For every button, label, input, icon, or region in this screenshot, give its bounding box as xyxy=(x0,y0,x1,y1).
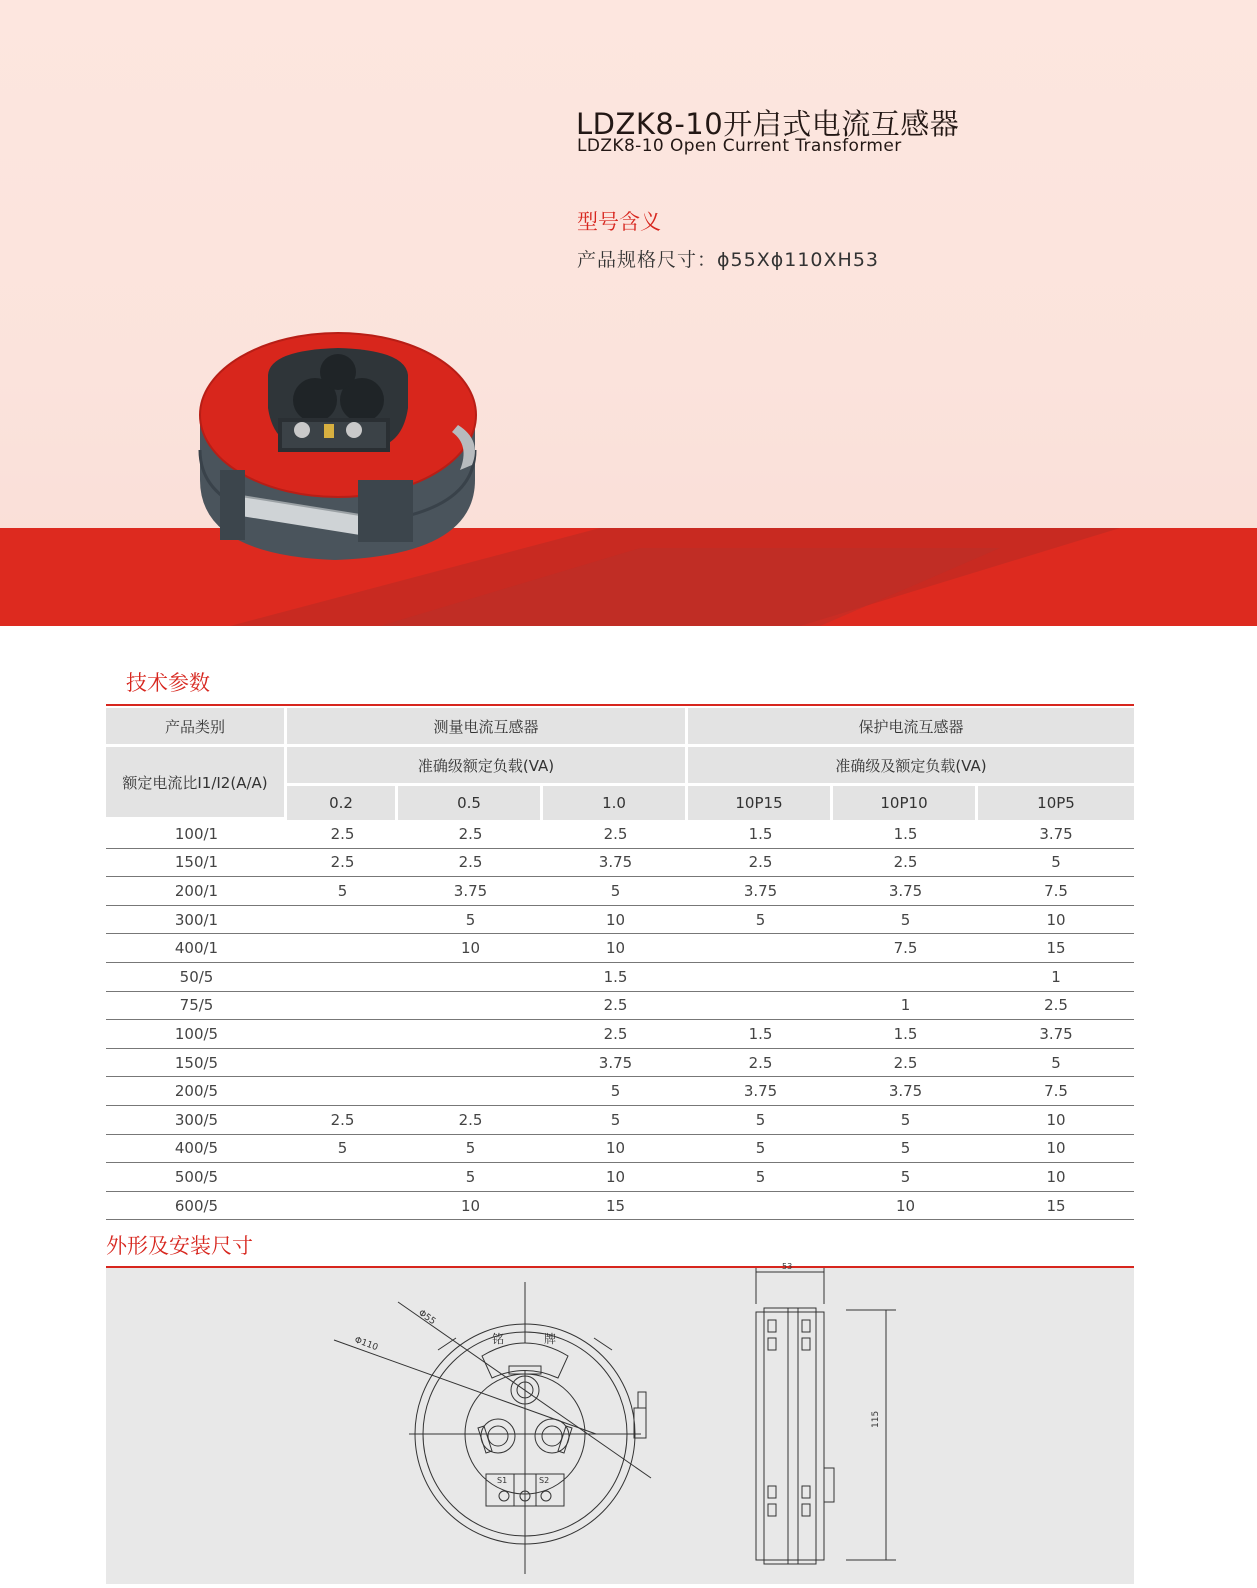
ratio-cell: 400/5 xyxy=(106,1135,287,1164)
value-cell: 2.5 xyxy=(287,1106,398,1135)
value-cell xyxy=(287,1020,398,1049)
value-cell: 2.5 xyxy=(398,849,543,878)
value-cell: 5 xyxy=(688,1163,833,1192)
value-cell: 2.5 xyxy=(688,849,833,878)
value-cell: 3.75 xyxy=(543,1049,688,1078)
value-cell: 1.5 xyxy=(833,820,978,849)
value-cell xyxy=(287,1077,398,1106)
dim-115-label: 115 xyxy=(871,1410,881,1428)
value-cell: 5 xyxy=(833,1163,978,1192)
value-cell: 2.5 xyxy=(543,820,688,849)
value-cell: 10 xyxy=(543,934,688,963)
ratio-cell: 150/5 xyxy=(106,1049,287,1078)
value-cell xyxy=(688,1192,833,1221)
class-header: 10P15 xyxy=(688,786,833,820)
value-cell: 2.5 xyxy=(543,992,688,1021)
value-cell: 5 xyxy=(688,906,833,935)
product-image xyxy=(190,330,490,570)
nameplate-label-2: 牌 xyxy=(544,1332,557,1346)
table-row xyxy=(106,1135,1134,1164)
ratio-cell: 600/5 xyxy=(106,1192,287,1221)
value-cell: 15 xyxy=(978,1192,1134,1221)
table-row xyxy=(106,963,1134,992)
install-title: 外形及安装尺寸 xyxy=(106,1234,253,1258)
dim-phi110-label: Φ110 xyxy=(352,1335,380,1354)
ratio-cell: 150/1 xyxy=(106,849,287,878)
install-drawing xyxy=(106,1262,1134,1584)
value-cell: 5 xyxy=(287,1135,398,1164)
model-meaning-heading: 型号含义 xyxy=(577,210,661,234)
ratio-cell: 300/1 xyxy=(106,906,287,935)
class-header: 10P10 xyxy=(833,786,978,820)
value-cell xyxy=(287,1049,398,1078)
value-cell xyxy=(287,992,398,1021)
value-cell: 2.5 xyxy=(398,820,543,849)
value-cell: 2.5 xyxy=(287,849,398,878)
terminal-s1-label: S1 xyxy=(497,1476,508,1485)
table-row xyxy=(106,820,1134,849)
value-cell: 5 xyxy=(833,1135,978,1164)
ratio-cell: 100/1 xyxy=(106,820,287,849)
class-header: 0.5 xyxy=(398,786,543,820)
header-category: 产品类别 xyxy=(106,708,287,747)
value-cell xyxy=(398,1049,543,1078)
value-cell: 15 xyxy=(543,1192,688,1221)
value-cell xyxy=(398,1077,543,1106)
value-cell xyxy=(287,963,398,992)
table-header-row xyxy=(106,747,1134,786)
terminal-s2-label: S2 xyxy=(539,1476,550,1485)
value-cell: 3.75 xyxy=(833,1077,978,1106)
dim-phi55-label: Φ55 xyxy=(416,1308,438,1328)
value-cell: 1.5 xyxy=(688,1020,833,1049)
ratio-cell: 300/5 xyxy=(106,1106,287,1135)
header-measure-sub: 准确级额定负载(VA) xyxy=(287,747,688,786)
tech-params-title: 技术参数 xyxy=(126,671,210,695)
value-cell xyxy=(398,963,543,992)
ratio-cell: 200/5 xyxy=(106,1077,287,1106)
value-cell: 10 xyxy=(543,1135,688,1164)
red-band xyxy=(0,528,1257,626)
header-ratio: 额定电流比I1/I2(A/A) xyxy=(106,747,287,820)
value-cell xyxy=(287,934,398,963)
value-cell xyxy=(688,963,833,992)
table-row xyxy=(106,849,1134,878)
value-cell: 10 xyxy=(543,906,688,935)
value-cell: 2.5 xyxy=(543,1020,688,1049)
value-cell: 3.75 xyxy=(543,849,688,878)
value-cell: 5 xyxy=(398,1135,543,1164)
value-cell: 5 xyxy=(543,1106,688,1135)
value-cell xyxy=(688,934,833,963)
value-cell: 5 xyxy=(833,1106,978,1135)
value-cell: 10 xyxy=(978,1135,1134,1164)
table-row xyxy=(106,1049,1134,1078)
value-cell: 5 xyxy=(688,1106,833,1135)
value-cell: 10 xyxy=(978,1106,1134,1135)
value-cell: 3.75 xyxy=(398,877,543,906)
value-cell: 1.5 xyxy=(833,1020,978,1049)
table-row xyxy=(106,1192,1134,1221)
value-cell: 10 xyxy=(543,1163,688,1192)
value-cell: 5 xyxy=(398,1163,543,1192)
value-cell: 5 xyxy=(978,849,1134,878)
value-cell xyxy=(398,1020,543,1049)
value-cell: 3.75 xyxy=(978,1020,1134,1049)
ratio-cell: 50/5 xyxy=(106,963,287,992)
header-measure: 测量电流互感器 xyxy=(287,708,688,747)
value-cell: 2.5 xyxy=(978,992,1134,1021)
table-row xyxy=(106,1106,1134,1135)
dim-53-label: 53 xyxy=(782,1262,793,1271)
tech-params-table xyxy=(106,708,1134,1220)
value-cell xyxy=(287,1192,398,1221)
class-header: 10P5 xyxy=(978,786,1134,820)
product-title-en: LDZK8-10 Open Current Transformer xyxy=(577,136,902,156)
table-header-row xyxy=(106,708,1134,747)
header-protect-sub: 准确级及额定负载(VA) xyxy=(688,747,1134,786)
value-cell: 3.75 xyxy=(688,877,833,906)
value-cell: 5 xyxy=(833,906,978,935)
value-cell: 1.5 xyxy=(543,963,688,992)
table-row xyxy=(106,1163,1134,1192)
ratio-cell: 75/5 xyxy=(106,992,287,1021)
value-cell: 2.5 xyxy=(833,1049,978,1078)
ratio-cell: 200/1 xyxy=(106,877,287,906)
value-cell: 10 xyxy=(978,906,1134,935)
table-row xyxy=(106,1077,1134,1106)
value-cell: 5 xyxy=(287,877,398,906)
value-cell: 2.5 xyxy=(688,1049,833,1078)
value-cell: 2.5 xyxy=(833,849,978,878)
value-cell: 15 xyxy=(978,934,1134,963)
value-cell: 7.5 xyxy=(978,1077,1134,1106)
value-cell xyxy=(688,992,833,1021)
value-cell xyxy=(287,906,398,935)
value-cell: 5 xyxy=(978,1049,1134,1078)
hero-section xyxy=(0,0,1257,626)
value-cell: 1 xyxy=(833,992,978,1021)
value-cell xyxy=(398,992,543,1021)
value-cell: 5 xyxy=(398,906,543,935)
nameplate-label-1: 铭 xyxy=(492,1332,505,1346)
value-cell: 2.5 xyxy=(398,1106,543,1135)
class-header: 0.2 xyxy=(287,786,398,820)
value-cell: 5 xyxy=(543,1077,688,1106)
value-cell: 1.5 xyxy=(688,820,833,849)
value-cell: 2.5 xyxy=(287,820,398,849)
value-cell: 7.5 xyxy=(833,934,978,963)
value-cell: 10 xyxy=(833,1192,978,1221)
value-cell: 10 xyxy=(398,1192,543,1221)
value-cell: 5 xyxy=(543,877,688,906)
value-cell xyxy=(287,1163,398,1192)
ratio-cell: 100/5 xyxy=(106,1020,287,1049)
value-cell: 3.75 xyxy=(688,1077,833,1106)
table-row xyxy=(106,934,1134,963)
value-cell: 3.75 xyxy=(978,820,1134,849)
value-cell: 5 xyxy=(688,1135,833,1164)
class-header: 1.0 xyxy=(543,786,688,820)
header-protect: 保护电流互感器 xyxy=(688,708,1134,747)
value-cell: 1 xyxy=(978,963,1134,992)
value-cell: 3.75 xyxy=(833,877,978,906)
spec-dimensions: 产品规格尺寸：ϕ55Xϕ110XH53 xyxy=(577,249,880,271)
ratio-cell: 500/5 xyxy=(106,1163,287,1192)
value-cell: 7.5 xyxy=(978,877,1134,906)
tech-params-rule xyxy=(106,704,1134,706)
table-row xyxy=(106,1020,1134,1049)
table-row xyxy=(106,992,1134,1021)
ratio-cell: 400/1 xyxy=(106,934,287,963)
value-cell: 10 xyxy=(398,934,543,963)
table-row xyxy=(106,877,1134,906)
product-title-cn: LDZK8-10开启式电流互感器 xyxy=(576,107,960,141)
table-row xyxy=(106,906,1134,935)
value-cell xyxy=(833,963,978,992)
value-cell: 10 xyxy=(978,1163,1134,1192)
